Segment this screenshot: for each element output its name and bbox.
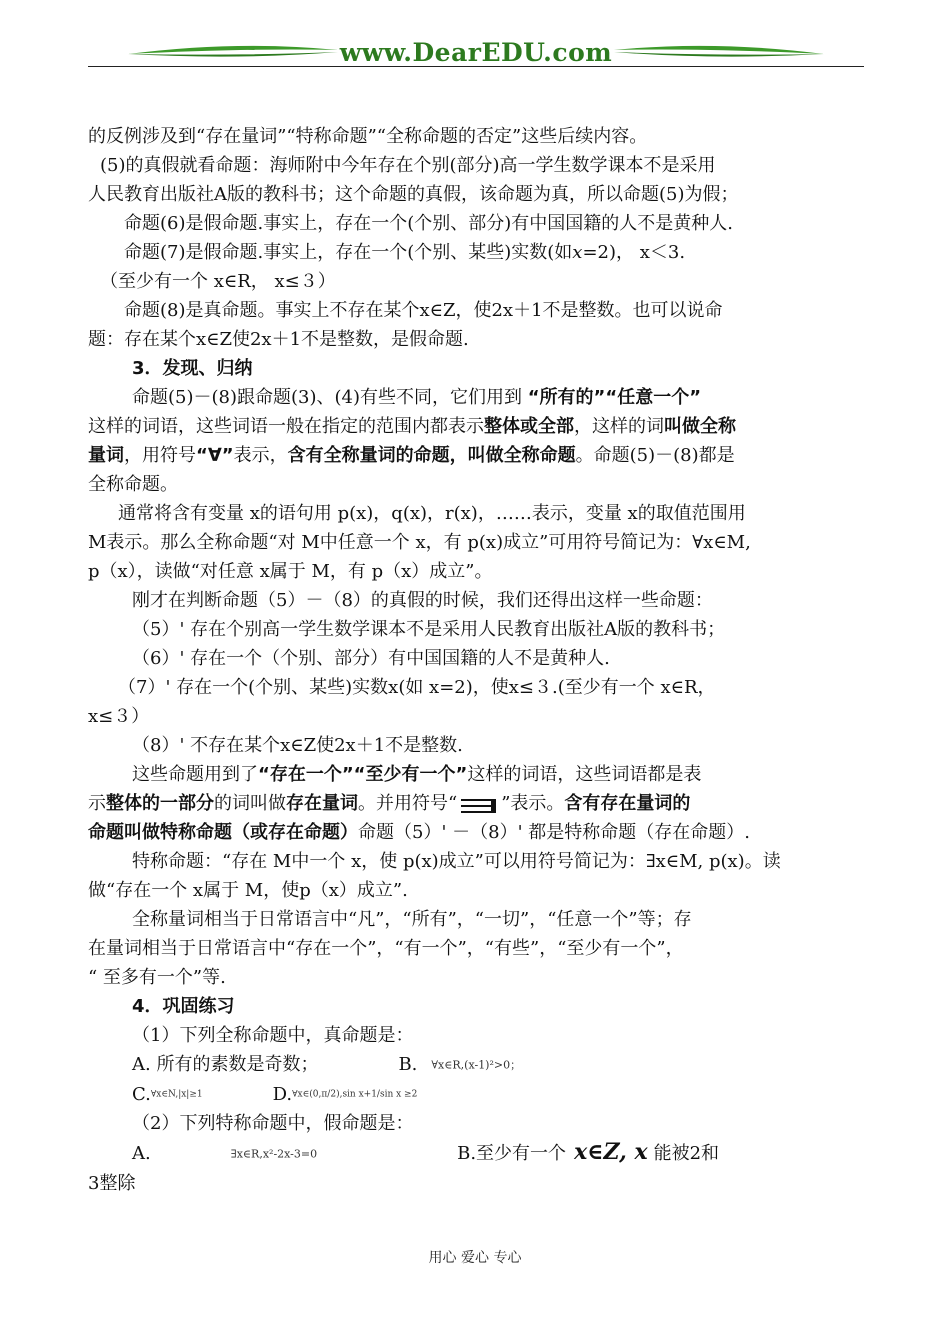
paragraph-line: (5)的真假就看命题：海师附中今年存在个别(部分)高一学生数学课本不是采用 [100,155,716,176]
bold-text: 含有存在量词的 [564,793,691,814]
option-b-formula: x∈Z, x [574,1139,648,1165]
paragraph-line [88,383,864,412]
question-line: （1）下列全称命题中，真命题是： [132,1025,414,1046]
question-option-line [88,1050,864,1080]
site-logo[interactable]: www.DearEDU.com [339,38,613,67]
option-d-label: D. [272,1083,293,1105]
bold-text: 量词 [88,445,124,466]
paragraph-line: 在量词相当于日常语言中“存在一个”，“有一个”，“有些”，“至少有一个”， [88,938,684,959]
paragraph-line: 刚才在判断命题（5）－（8）的真假的时候，我们还得出这样一些命题： [132,590,713,611]
paragraph-line: 特称命题：“存在 M中一个 x，使 p(x)成立”可以用符号简记为：∃x∈M, p(x)。读 [132,851,781,872]
paragraph-line: 命题(6)是假命题.事实上，存在一个(个别、部分)有中国国籍的人不是黄种人. [124,213,733,234]
bold-text: 整体的一部分 [106,793,214,814]
paragraph-line [88,412,864,441]
option-c-label: C. [132,1083,151,1105]
page-footer: 用心 爱心 专心 [428,1250,522,1266]
paragraph-line: （至少有一个 x∈R， x≤３） [100,271,336,292]
question-option-line [88,1138,864,1169]
bold-text: “ [196,445,208,466]
bold-text: ” [221,445,234,466]
text-span: ”表示。 [501,793,565,814]
bold-text: “存在一个”“至少有一个” [258,764,468,785]
document-body [88,122,864,1198]
text-span: 这样的词语，这些词语都是表 [467,764,702,785]
text-span: 这些命题用到了 [132,764,258,785]
bold-text: 叫做全称 [664,416,736,437]
bold-text: 整体或全部 [484,416,574,437]
text-span: 。并用符号“ [358,793,458,814]
option-b-text: 能被2和 [653,1143,720,1164]
forall-symbol: ∀ [207,445,222,466]
question-option-line: 3整除 [88,1172,136,1194]
exists-symbol-icon [457,795,501,813]
option-a: A. 所有的素数是奇数； [132,1054,319,1075]
option-a-label: A. [132,1143,151,1164]
option-b-text: B.至少有一个 [457,1143,567,1164]
option-b-formula: ∀x∈R,(x-1)²>0； [431,1058,522,1072]
paragraph-line: p（x），读做“对任意 x属于 M，有 p（x）成立”。 [88,561,493,582]
paragraph-line [88,789,864,818]
header-divider [88,66,864,67]
option-b-label: B. [398,1054,418,1075]
text-span: 命题(5)－(8)跟命题(3)、(4)有些不同，它们用到 [132,387,528,408]
text-span: ，用符号 [124,445,196,466]
paragraph-line [88,441,864,470]
paragraph-line: （7）' 存在一个(个别、某些)实数x(如 x=2)，使x≤３.(至少有一个 x∈R， [118,677,716,698]
paragraph-line: 做“存在一个 x属于 M，使p（x）成立”. [88,880,408,901]
paragraph-line: 的反例涉及到“存在量词”“特称命题”“全称命题的否定”这些后续内容。 [88,126,648,147]
paragraph-line: x≤３） [88,706,150,727]
paragraph-line: 全称命题。 [88,474,178,495]
text-span: 。命题(5)－(8)都是 [575,445,735,466]
option-d-formula: ∀x∈(0,π/2),sin x+1/sin x ≥2 [292,1089,418,1099]
paragraph-line: （5）' 存在个别高一学生数学课本不是采用人民教育出版社A版的教科书； [132,619,726,640]
option-a-formula: ∃x∈R,x²-2x-3=0 [230,1147,318,1161]
paragraph-line: M表示。那么全称命题“对 M中任意一个 x，有 p(x)成立”可用符号简记为：∀x∈M, [88,532,751,553]
bold-text: 存在量词 [286,793,358,814]
bold-text: 命题叫做特称命题（或存在命题） [88,822,358,843]
text-span: 示 [88,793,106,814]
text-span: =2)， x＜3. [582,242,686,263]
paragraph-line: 全称量词相当于日常语言中“凡”，“所有”，“一切”，“任意一个”等；存 [132,909,692,930]
text-span: 表示， [233,445,288,466]
text-span: 这样的词语，这些词语一般在指定的范围内都表示 [88,416,484,437]
paragraph-line: 人民教育出版社A版的教科书；这个命题的真假，该命题为真，所以命题(5)为假； [88,184,739,205]
text-span: 命题（5）' －（8）' 都是特称命题（存在命题）. [358,822,750,843]
paragraph-line [88,818,864,847]
paragraph-line: 通常将含有变量 x的语句用 p(x)，q(x)，r(x)，……表示，变量 x的取值范围用 [118,503,746,524]
paragraph-line: 命题(8)是真命题。事实上不存在某个x∈Z，使2x＋1不是整数。也可以说命 [124,300,723,321]
bold-text: 含有全称量词的命题，叫做全称命题 [287,445,576,466]
bold-text: “所有的”“任意一个” [527,387,702,408]
text-span: 命题(7)是假命题.事实上，存在一个(个别、某些)实数(如 [124,242,573,263]
paragraph-line [88,760,864,789]
page-header [88,34,864,74]
paragraph-line [88,238,864,267]
question-line: （2）下列特称命题中，假命题是： [132,1113,414,1134]
paragraph-line: 题：存在某个x∈Z使2x＋1不是整数，是假命题. [88,329,469,350]
question-option-line [88,1080,864,1110]
section-heading: 3．发现、归纳 [132,358,253,379]
paragraph-line: （8）' 不存在某个x∈Z使2x＋1不是整数. [132,735,463,756]
paragraph-line: “ 至多有一个”等. [88,967,226,988]
text-span: 的词叫做 [214,793,286,814]
text-span: ，这样的词 [574,416,664,437]
section-heading: 4．巩固练习 [132,996,235,1017]
paragraph-line: （6）' 存在一个（个别、部分）有中国国籍的人不是黄种人. [132,648,610,669]
option-c-formula: ∀x∈N,|x|≥1 [150,1089,203,1099]
math-variable: x [572,242,583,263]
